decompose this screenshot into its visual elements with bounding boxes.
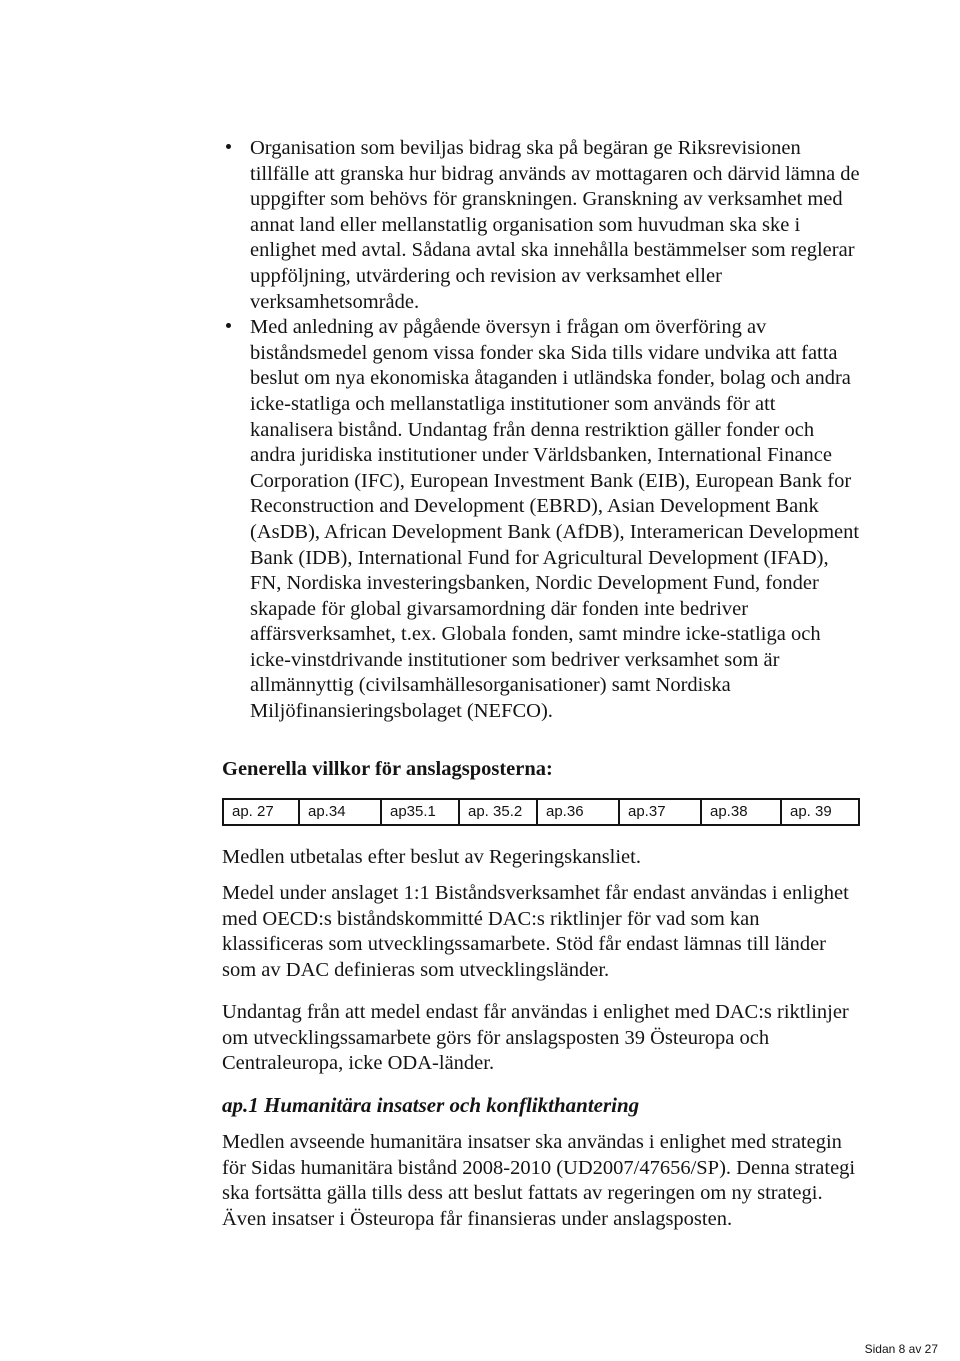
section-heading: ap.1 Humanitära insatser och konflikthantering bbox=[222, 1093, 640, 1117]
page-number: Sidan 8 av 27 bbox=[864, 1342, 938, 1356]
bullet-text: Med anledning av pågående översyn i frågan om överföring av biståndsmedel genom vissa fonder ska Sida tills vidare undvika att fatta beslut om nya ekonomiska åtaganden i utländska fonder, bolag och andra icke-statliga och mellanstatliga institutioner som används för att kanalisera bistånd. Undantag från denna restriktion gäller fonder och andra juridiska institutioner under Världsbanken, International Finance Corporation (IFC), European Investment Bank (EIB), European Bank for Reconstruction and Development (EBRD), Asian Development Bank (AsDB), African Development Bank (AfDB), Interamerican Development Bank (IDB), International Fund for Agricultural Development (IFAD), FN, Nordiska investeringsbanken, Nordic Development Fund, fonder skapade för global givarsamordning där fonden inte bedriver affärsverksamhet, t.ex. Globala fonden, samt mindre icke-statliga och icke-vinstdrivande institutioner som bedriver verksamhet som är allmännyttig (civilsamhällesorganisationer) samt Nordiska Miljöfinansieringsbolaget (NEFCO). bbox=[250, 316, 860, 723]
ap-cell: ap35.1 bbox=[382, 800, 460, 824]
bullet-dot-icon bbox=[226, 323, 231, 328]
ap-cell: ap.34 bbox=[300, 800, 382, 824]
bullet-dot-icon bbox=[226, 144, 231, 149]
appropriation-items-table bbox=[222, 798, 860, 826]
paragraph: Medlen avseende humanitära insatser ska användas i enlighet med strategin för Sidas humanitära bistånd 2008-2010 (UD2007/47656/SP). Denna strategi ska fortsätta gälla tills dess att beslut fattats av regeringen om ny strategi. Även insatser i Östeuropa får finansieras under anslagsposten. bbox=[222, 1131, 856, 1230]
section-heading: Generella villkor för anslagsposterna: bbox=[222, 758, 553, 780]
paragraph: Medel under anslaget 1:1 Biståndsverksamhet får endast användas i enlighet med OECD:s biståndskommitté DAC:s riktlinjer för vad som kan klassificeras som utvecklingssamarbete. Stöd får endast lämnas till länder som av DAC definieras som utvecklingsländer. bbox=[222, 882, 849, 981]
bullet-list bbox=[222, 136, 862, 725]
ap-cell: ap.38 bbox=[702, 800, 782, 824]
ap-cell: ap. 39 bbox=[790, 803, 832, 820]
ap-cell: ap. 35.2 bbox=[460, 800, 538, 824]
ap-cell: ap.36 bbox=[538, 800, 620, 824]
bullet-item bbox=[222, 315, 862, 725]
paragraph: Undantag från att medel endast får användas i enlighet med DAC:s riktlinjer om utvecklingssamarbete görs för anslagsposten 39 Östeuropa och Centraleuropa, icke ODA-länder. bbox=[222, 1001, 849, 1075]
bullet-item bbox=[222, 136, 862, 315]
ap-cell: ap.37 bbox=[620, 800, 702, 824]
ap-cell: ap. 27 bbox=[224, 800, 300, 824]
paragraph: Medlen utbetalas efter beslut av Regeringskansliet. bbox=[222, 846, 641, 868]
bullet-text: Organisation som beviljas bidrag ska på begäran ge Riksrevisionen tillfälle att granska hur bidrag används av mottagaren och därvid lämna de uppgifter som behövs för granskningen. Granskning av verksamhet med annat land eller mellanstatlig organisation som huvudman ska ske i enlighet med avtal. Sådana avtal ska innehålla bestämmelser som reglerar uppföljning, utvärdering och revision av verksamhet eller verksamhetsområde. bbox=[250, 137, 860, 313]
